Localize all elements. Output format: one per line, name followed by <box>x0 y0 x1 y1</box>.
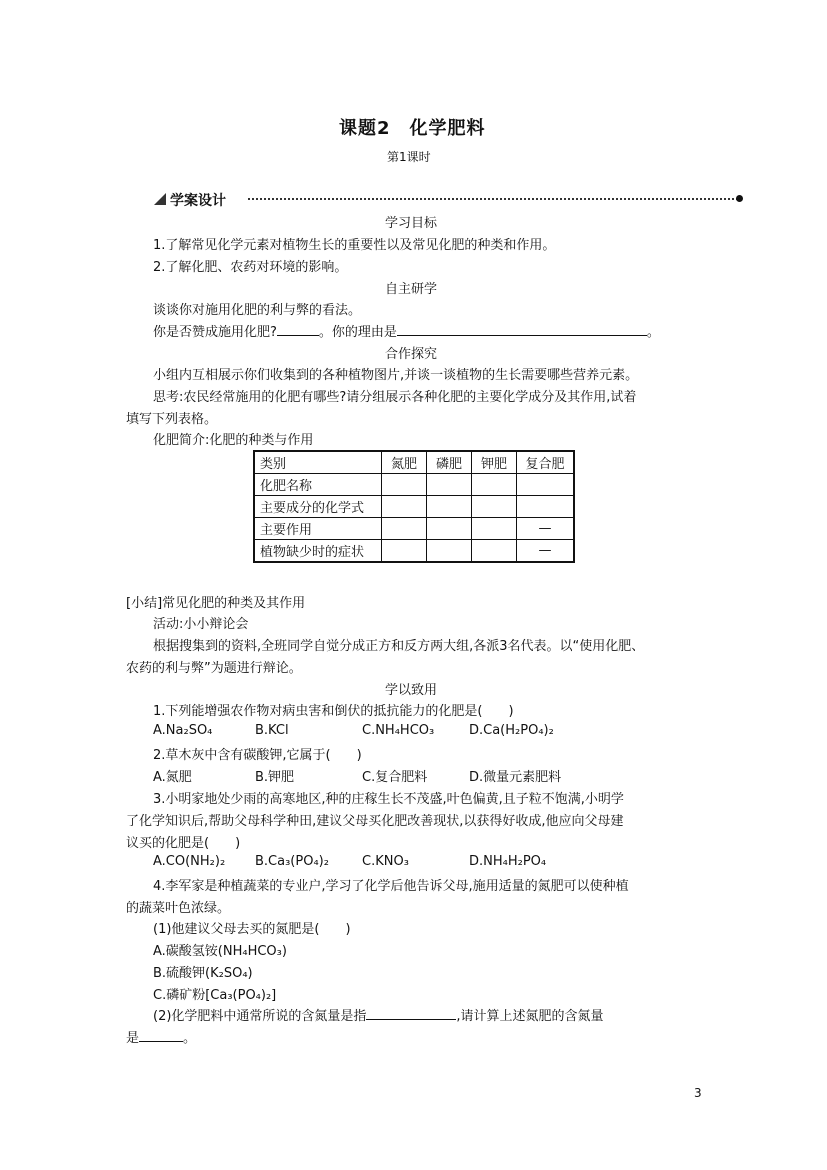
answer-blank[interactable] <box>366 1006 456 1020</box>
table-cell[interactable] <box>382 540 427 563</box>
answer-blank[interactable] <box>397 322 647 336</box>
page-subtitle: 第1课时 <box>387 150 431 164</box>
option-a[interactable]: A.Na₂SO₄ <box>153 723 213 738</box>
table-cell[interactable] <box>472 496 517 518</box>
table-row-label: 化肥名称 <box>254 474 382 496</box>
goal-1: 1.了解常见化学元素对植物生长的重要性以及常见化肥的种类和作用。 <box>153 238 556 253</box>
question-text: 你是否赞成施用化肥? <box>153 325 277 340</box>
table-row-label: 植物缺少时的症状 <box>254 540 382 563</box>
question-text: 。 <box>646 325 660 340</box>
page-number: 3 <box>694 1086 702 1100</box>
option-b[interactable]: B.KCl <box>255 723 289 738</box>
option-a[interactable]: A.CO(NH₂)₂ <box>153 854 226 869</box>
coop-heading: 合作探究 <box>385 347 438 362</box>
table-header-cell: 钾肥 <box>472 451 517 474</box>
goal-2: 2.了解化肥、农药对环境的影响。 <box>153 260 348 275</box>
answer-blank[interactable] <box>277 322 319 336</box>
table-cell[interactable] <box>427 540 472 563</box>
table-row <box>254 518 574 540</box>
question-2: 2.草木灰中含有碳酸钾,它属于( ) <box>153 748 362 763</box>
option-c[interactable]: C.KNO₃ <box>362 854 409 869</box>
table-row <box>254 474 574 496</box>
table-cell[interactable] <box>427 474 472 496</box>
self-study-heading: 自主研学 <box>385 282 438 297</box>
goals-heading: 学习目标 <box>385 216 438 231</box>
table-cell: — <box>517 540 575 563</box>
banner-label: 学案设计 <box>170 193 226 209</box>
activity-line: 活动:小小辩论会 <box>153 617 249 632</box>
question-text: ,请计算上述氮肥的含氮量 <box>456 1009 604 1024</box>
table-row <box>254 496 574 518</box>
table-caption: 化肥简介:化肥的种类与作用 <box>153 433 314 448</box>
table-row <box>254 540 574 563</box>
table-cell[interactable] <box>517 496 575 518</box>
table-header-cell: 类别 <box>254 451 382 474</box>
option-a[interactable]: A.碳酸氢铵(NH₄HCO₃) <box>153 944 287 959</box>
question-4-line-2: 的蔬菜叶色浓绿。 <box>126 901 231 916</box>
section-banner <box>152 190 744 208</box>
table-cell[interactable] <box>472 474 517 496</box>
table-cell[interactable] <box>382 496 427 518</box>
coop-line-1: 小组内互相展示你们收集到的各种植物图片,并谈一谈植物的生长需要哪些营养元素。 <box>153 368 639 383</box>
table-cell[interactable] <box>382 518 427 540</box>
page-title: 课题2 化学肥料 <box>339 118 486 139</box>
self-study-line-2 <box>153 321 660 340</box>
question-4-sub-1: (1)他建议父母去买的氮肥是( ) <box>153 922 351 937</box>
table-cell[interactable] <box>472 518 517 540</box>
question-3-line-1: 3.小明家地处少雨的高寒地区,种的庄稼生长不茂盛,叶色偏黄,且子粒不饱满,小明学 <box>153 792 624 807</box>
question-4-sub-2 <box>153 1005 604 1024</box>
table-cell[interactable] <box>382 474 427 496</box>
fertilizer-table <box>253 450 575 563</box>
question-3-line-2: 了化学知识后,帮助父母科学种田,建议父母买化肥改善现状,以获得好收成,他应向父母建 <box>126 814 624 829</box>
answer-blank[interactable] <box>139 1028 183 1042</box>
summary-line: [小结]常见化肥的种类及其作用 <box>126 596 306 611</box>
table-cell[interactable] <box>517 474 575 496</box>
table-cell[interactable] <box>472 540 517 563</box>
question-4-sub-2-cont <box>126 1027 196 1046</box>
option-b[interactable]: B.硫酸钾(K₂SO₄) <box>153 966 253 981</box>
question-text: 。你的理由是 <box>318 325 397 340</box>
table-header-row <box>254 451 574 474</box>
question-3-line-3: 议买的化肥是( ) <box>126 836 241 851</box>
dotted-divider <box>248 198 738 200</box>
table-header-cell: 复合肥 <box>517 451 575 474</box>
option-d[interactable]: D.微量元素肥料 <box>469 770 562 785</box>
option-c[interactable]: C.磷矿粉[Ca₃(PO₄)₂] <box>153 988 277 1003</box>
option-b[interactable]: B.Ca₃(PO₄)₂ <box>255 854 329 869</box>
table-header-cell: 磷肥 <box>427 451 472 474</box>
table-row-label: 主要作用 <box>254 518 382 540</box>
option-d[interactable]: D.Ca(H₂PO₄)₂ <box>469 723 554 738</box>
bullet-icon <box>736 195 743 202</box>
triangle-icon <box>154 193 166 205</box>
question-1: 1.下列能增强农作物对病虫害和倒伏的抵抗能力的化肥是( ) <box>153 704 514 719</box>
question-4-line-1: 4.李军家是种植蔬菜的专业户,学习了化学后他告诉父母,施用适量的氮肥可以使种植 <box>153 879 629 894</box>
option-a[interactable]: A.氮肥 <box>153 770 192 785</box>
table-row-label: 主要成分的化学式 <box>254 496 382 518</box>
table-cell: — <box>517 518 575 540</box>
self-study-line-1: 谈谈你对施用化肥的利与弊的看法。 <box>153 303 362 318</box>
option-c[interactable]: C.复合肥料 <box>362 770 428 785</box>
question-text: 。 <box>183 1031 197 1046</box>
table-cell[interactable] <box>427 496 472 518</box>
activity-text-1: 根据搜集到的资料,全班同学自觉分成正方和反方两大组,各派3名代表。以“使用化肥、 <box>153 639 645 654</box>
question-text: 是 <box>126 1031 140 1046</box>
coop-line-2: 思考:农民经常施用的化肥有哪些?请分组展示各种化肥的主要化学成分及其作用,试着 <box>153 390 637 405</box>
coop-line-3: 填写下列表格。 <box>126 412 218 427</box>
option-b[interactable]: B.钾肥 <box>255 770 295 785</box>
apply-heading: 学以致用 <box>385 683 438 698</box>
option-c[interactable]: C.NH₄HCO₃ <box>362 723 435 738</box>
table-header-cell: 氮肥 <box>382 451 427 474</box>
option-d[interactable]: D.NH₄H₂PO₄ <box>469 854 547 869</box>
table-cell[interactable] <box>427 518 472 540</box>
activity-text-2: 农药的利与弊”为题进行辩论。 <box>126 661 302 676</box>
question-text: (2)化学肥料中通常所说的含氮量是指 <box>153 1009 367 1024</box>
